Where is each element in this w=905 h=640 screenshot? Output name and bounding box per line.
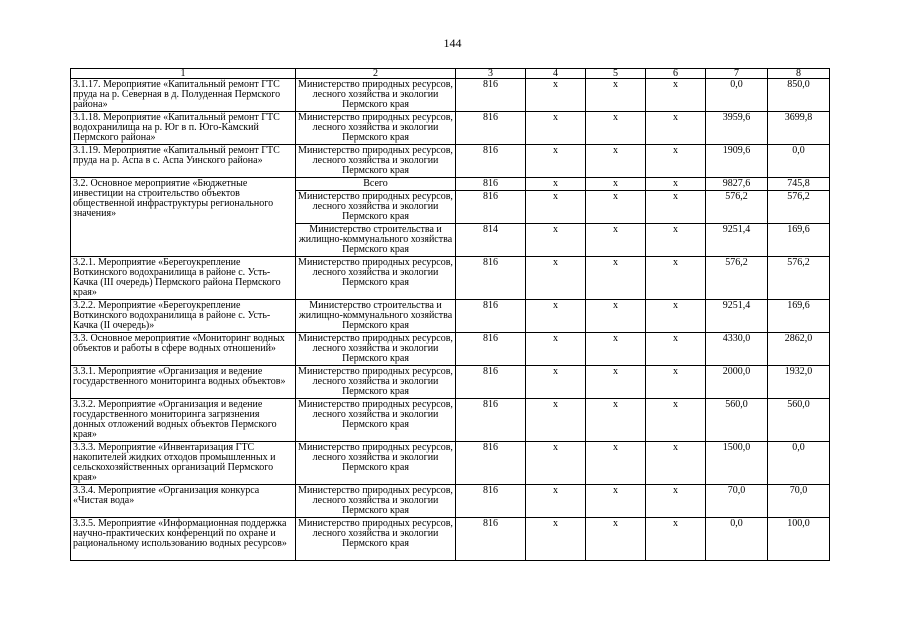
- budget-code: 816: [456, 191, 526, 224]
- amount-col8: 1932,0: [768, 366, 830, 399]
- amount-col8: 0,0: [768, 442, 830, 485]
- cell-x: x: [646, 399, 706, 442]
- amount-col7: 1909,6: [706, 145, 768, 178]
- cell-x: x: [646, 257, 706, 300]
- cell-x: x: [646, 178, 706, 191]
- budget-code: 816: [456, 145, 526, 178]
- table-row: [71, 518, 830, 561]
- budget-code: 816: [456, 300, 526, 333]
- responsible-org: Министерство природных ресурсов, лесного хозяйства и экологии Пермского края: [296, 191, 456, 224]
- amount-col8: 0,0: [768, 145, 830, 178]
- cell-x: x: [586, 145, 646, 178]
- cell-x: x: [526, 333, 586, 366]
- cell-x: x: [586, 191, 646, 224]
- cell-x: x: [526, 191, 586, 224]
- measure-name: 3.3.3. Мероприятие «Инвентаризация ГТС накопителей жидких отходов промышленных и сельскохозяйственных организаций Пермского края»: [71, 442, 296, 485]
- budget-table: [70, 68, 830, 561]
- measure-name: 3.3.4. Мероприятие «Организация конкурса «Чистая вода»: [71, 485, 296, 518]
- budget-code: 816: [456, 178, 526, 191]
- responsible-org: Министерство природных ресурсов, лесного хозяйства и экологии Пермского края: [296, 399, 456, 442]
- amount-col8: 850,0: [768, 79, 830, 112]
- responsible-org: Министерство природных ресурсов, лесного хозяйства и экологии Пермского края: [296, 112, 456, 145]
- header-row: [71, 69, 830, 79]
- budget-code: 816: [456, 442, 526, 485]
- amount-col7: 4330,0: [706, 333, 768, 366]
- cell-x: x: [646, 191, 706, 224]
- cell-x: x: [526, 366, 586, 399]
- measure-name: 3.2.1. Мероприятие «Берегоукрепление Воткинского водохранилища в районе с. Усть-Качка (III очередь) Пермского района Пермского края»: [71, 257, 296, 300]
- cell-x: x: [646, 518, 706, 561]
- responsible-org: Министерство строительства и жилищно-коммунального хозяйства Пермского края: [296, 224, 456, 257]
- amount-col7: 70,0: [706, 485, 768, 518]
- cell-x: x: [646, 442, 706, 485]
- responsible-org: Министерство строительства и жилищно-коммунального хозяйства Пермского края: [296, 300, 456, 333]
- cell-x: x: [646, 333, 706, 366]
- cell-x: x: [526, 145, 586, 178]
- measure-name: 3.3.2. Мероприятие «Организация и ведение государственного мониторинга загрязнения донных отложений водных объектов Пермского края»: [71, 399, 296, 442]
- table-row: [71, 79, 830, 112]
- budget-code: 816: [456, 333, 526, 366]
- cell-x: x: [646, 224, 706, 257]
- column-header: 5: [586, 69, 646, 79]
- budget-code: 816: [456, 257, 526, 300]
- cell-x: x: [646, 79, 706, 112]
- amount-col8: 100,0: [768, 518, 830, 561]
- responsible-org: Министерство природных ресурсов, лесного хозяйства и экологии Пермского края: [296, 79, 456, 112]
- amount-col8: 169,6: [768, 300, 830, 333]
- cell-x: x: [586, 112, 646, 145]
- cell-x: x: [646, 366, 706, 399]
- table-row: [71, 112, 830, 145]
- cell-x: x: [526, 399, 586, 442]
- amount-col7: 9251,4: [706, 300, 768, 333]
- cell-x: x: [526, 300, 586, 333]
- amount-col7: 576,2: [706, 257, 768, 300]
- amount-col8: 2862,0: [768, 333, 830, 366]
- cell-x: x: [526, 485, 586, 518]
- amount-col8: 745,8: [768, 178, 830, 191]
- measure-name: 3.2.2. Мероприятие «Берегоукрепление Воткинского водохранилища в районе с. Усть-Качка (II очередь)»: [71, 300, 296, 333]
- budget-code: 816: [456, 366, 526, 399]
- budget-code: 816: [456, 79, 526, 112]
- column-header: 3: [456, 69, 526, 79]
- cell-x: x: [646, 112, 706, 145]
- cell-x: x: [526, 442, 586, 485]
- measure-name: 3.3.5. Мероприятие «Информационная поддержка научно-практических конференций по охране и рациональному использованию водных ресурсов»: [71, 518, 296, 561]
- measure-name: 3.1.17. Мероприятие «Капитальный ремонт ГТС пруда на р. Северная в д. Полуденная Пермского района»: [71, 79, 296, 112]
- budget-code: 816: [456, 485, 526, 518]
- table-row: [71, 442, 830, 485]
- cell-x: x: [586, 178, 646, 191]
- cell-x: x: [646, 485, 706, 518]
- amount-col7: 1500,0: [706, 442, 768, 485]
- column-header: 8: [768, 69, 830, 79]
- amount-col7: 3959,6: [706, 112, 768, 145]
- table-row: [71, 257, 830, 300]
- amount-col7: 9827,6: [706, 178, 768, 191]
- cell-x: x: [646, 300, 706, 333]
- cell-x: x: [586, 399, 646, 442]
- column-header: 2: [296, 69, 456, 79]
- amount-col7: 576,2: [706, 191, 768, 224]
- amount-col8: 70,0: [768, 485, 830, 518]
- amount-col7: 0,0: [706, 518, 768, 561]
- responsible-org: Министерство природных ресурсов, лесного хозяйства и экологии Пермского края: [296, 366, 456, 399]
- cell-x: x: [586, 366, 646, 399]
- table-row: [71, 485, 830, 518]
- cell-x: x: [586, 257, 646, 300]
- amount-col7: 2000,0: [706, 366, 768, 399]
- cell-x: x: [646, 145, 706, 178]
- cell-x: x: [586, 224, 646, 257]
- page-number: 144: [443, 36, 462, 50]
- cell-x: x: [586, 300, 646, 333]
- table-row: [71, 145, 830, 178]
- cell-x: x: [526, 79, 586, 112]
- cell-x: x: [526, 112, 586, 145]
- table-row: [71, 333, 830, 366]
- table-row: [71, 399, 830, 442]
- measure-name: 3.3. Основное мероприятие «Мониторинг водных объектов и работы в сфере водных отношений»: [71, 333, 296, 366]
- cell-x: x: [586, 518, 646, 561]
- table-row: [71, 178, 830, 191]
- cell-x: x: [586, 333, 646, 366]
- cell-x: x: [526, 224, 586, 257]
- amount-col8: 576,2: [768, 257, 830, 300]
- budget-code: 816: [456, 112, 526, 145]
- responsible-org: Всего: [296, 178, 456, 191]
- responsible-org: Министерство природных ресурсов, лесного хозяйства и экологии Пермского края: [296, 485, 456, 518]
- table-row: [71, 300, 830, 333]
- responsible-org: Министерство природных ресурсов, лесного хозяйства и экологии Пермского края: [296, 518, 456, 561]
- column-header: 1: [71, 69, 296, 79]
- measure-name: 3.2. Основное мероприятие «Бюджетные инвестиции на строительство объектов общественной инфраструктуры регионального значения»: [71, 178, 296, 257]
- budget-code: 816: [456, 399, 526, 442]
- budget-code: 814: [456, 224, 526, 257]
- column-header: 4: [526, 69, 586, 79]
- cell-x: x: [526, 178, 586, 191]
- amount-col7: 560,0: [706, 399, 768, 442]
- cell-x: x: [526, 518, 586, 561]
- cell-x: x: [586, 442, 646, 485]
- responsible-org: Министерство природных ресурсов, лесного хозяйства и экологии Пермского края: [296, 442, 456, 485]
- cell-x: x: [586, 485, 646, 518]
- measure-name: 3.1.18. Мероприятие «Капитальный ремонт ГТС водохранилища на р. Юг в п. Юго-Камский Пермского района»: [71, 112, 296, 145]
- table-row: [71, 366, 830, 399]
- measure-name: 3.1.19. Мероприятие «Капитальный ремонт ГТС пруда на р. Аспа в с. Аспа Уинского района»: [71, 145, 296, 178]
- amount-col7: 0,0: [706, 79, 768, 112]
- budget-code: 816: [456, 518, 526, 561]
- responsible-org: Министерство природных ресурсов, лесного хозяйства и экологии Пермского края: [296, 333, 456, 366]
- amount-col8: 560,0: [768, 399, 830, 442]
- column-header: 6: [646, 69, 706, 79]
- amount-col8: 576,2: [768, 191, 830, 224]
- amount-col8: 3699,8: [768, 112, 830, 145]
- responsible-org: Министерство природных ресурсов, лесного хозяйства и экологии Пермского края: [296, 257, 456, 300]
- responsible-org: Министерство природных ресурсов, лесного хозяйства и экологии Пермского края: [296, 145, 456, 178]
- cell-x: x: [526, 257, 586, 300]
- amount-col8: 169,6: [768, 224, 830, 257]
- cell-x: x: [586, 79, 646, 112]
- column-header: 7: [706, 69, 768, 79]
- measure-name: 3.3.1. Мероприятие «Организация и ведение государственного мониторинга водных объектов»: [71, 366, 296, 399]
- amount-col7: 9251,4: [706, 224, 768, 257]
